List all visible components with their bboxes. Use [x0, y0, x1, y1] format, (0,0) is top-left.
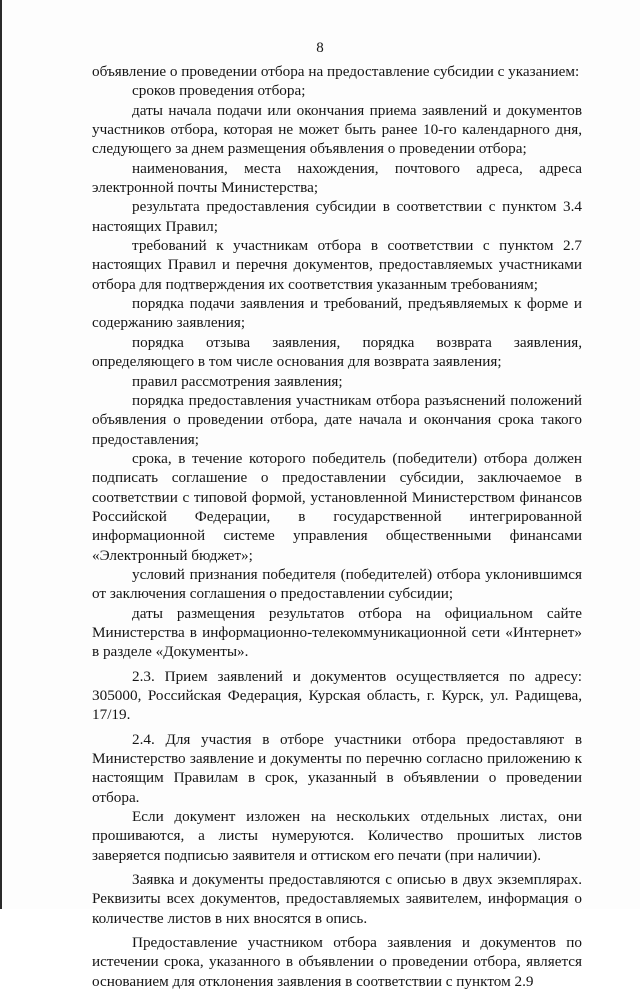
paragraph: Если документ изложен на нескольких отдельных листах, они прошиваются, а листы нумеруются. Количество прошитых листов заверяется подписью заявителя и оттиском его печати (при наличии). — [92, 808, 582, 864]
document-body — [92, 62, 582, 991]
page-number: 8 — [316, 40, 324, 56]
paragraph: результата предоставления субсидии в соответствии с пунктом 3.4 настоящих Правил; — [92, 198, 582, 235]
paragraph: Заявка и документы предоставляются с описью в двух экземплярах. Реквизиты всех документов, предоставляемых заявителем, информация о количестве листов в них вносятся в опись. — [92, 871, 582, 927]
page-edge-line — [0, 0, 2, 909]
paragraph: порядка предоставления участникам отбора разъяснений положений объявления о проведении отбора, дате начала и окончания срока такого предоставления; — [92, 391, 582, 448]
paragraph: 2.3. Прием заявлений и документов осуществляется по адресу: 305000, Российская Федерация, Курская область, г. Курск, ул. Радищева, 17/19. — [92, 667, 582, 724]
paragraph: правил рассмотрения заявления; — [132, 372, 343, 390]
paragraph: срока, в течение которого победитель (победители) отбора должен подписать соглашение о предоставлении субсидии, заключаемое в соответствии с типовой формой, установленной Министерством финансов Российской Федерации, в государственной интегрированной информационной системе управления общественными финансами «Электронный бюджет»; — [92, 449, 582, 564]
paragraph: 2.4. Для участия в отборе участники отбора предоставляют в Министерство заявление и документы по перечню согласно приложению к настоящим Правилам в срок, указанный в объявлении о проведении отбора. — [92, 730, 582, 806]
paragraph: порядка отзыва заявления, порядка возврата заявления, определяющего в том числе основания для возврата заявления; — [92, 333, 582, 371]
paragraph: наименования, места нахождения, почтового адреса, адреса электронной почты Министерства; — [92, 159, 582, 197]
paragraph: сроков проведения отбора; — [132, 82, 306, 100]
paragraph: требований к участникам отбора в соответствии с пунктом 2.7 настоящих Правил и перечня документов, предоставляемых участниками отбора для подтверждения их соответствия указанным требованиям; — [92, 237, 582, 293]
paragraph: даты начала подачи или окончания приема заявлений и документов участников отбора, которая не может быть ранее 10-го календарного дня, следующего за днем размещения объявления о проведении отбора; — [92, 101, 582, 158]
paragraph: порядка подачи заявления и требований, предъявляемых к форме и содержанию заявления; — [92, 295, 582, 332]
paragraph: Предоставление участником отбора заявления и документов по истечении срока, указанного в объявлении о проведении отбора, является основанием для отклонения заявления в соответствии с пунктом 2.9 — [92, 934, 582, 990]
paragraph: условий признания победителя (победителей) отбора уклонившимся от заключения соглашения о предоставлении субсидии; — [92, 565, 582, 603]
paragraph: объявление о проведении отбора на предоставление субсидии с указанием: — [92, 63, 580, 80]
paragraph: даты размещения результатов отбора на официальном сайте Министерства в информационно-телекоммуникационной сети «Интернет» в разделе «Документы». — [92, 604, 582, 661]
